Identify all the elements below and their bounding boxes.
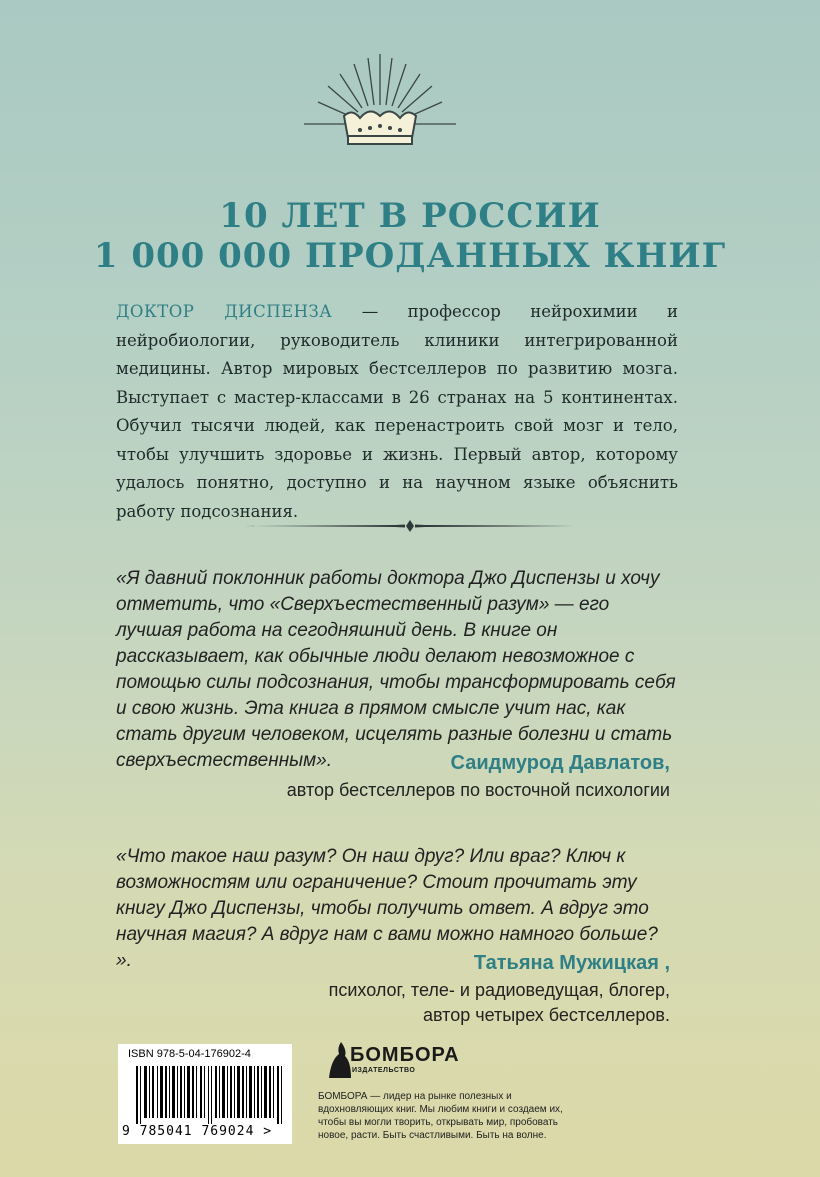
publisher-name: БОМБОРА xyxy=(350,1044,460,1066)
publisher-subtitle: ИЗДАТЕЛЬСТВО xyxy=(352,1067,416,1074)
review-quote-1: «Я давний поклонник работы доктора Джо Диспензы и хочу отметить, что «Сверхъестественный разум» — его лучшая работа на сегодняшний день. В книге он рассказывает, как обычные люди делают невозможное с помощью силы подсознания, чтобы трансформировать себя и свою жизнь. Эта книга в прямом смысле учит нас, как стать другим человеком, исцелять разные болезни и стать сверхъестественным». xyxy=(116,568,676,771)
author-name: ДОКТОР ДИСПЕНЗА xyxy=(116,302,333,321)
crown-ornament-icon xyxy=(300,50,460,160)
headline-line-2: 1 000 000 ПРОДАННЫХ КНИГ xyxy=(93,236,727,276)
divider-ornament-icon xyxy=(245,516,575,536)
reviewer-name-1: Саидмурод Давлатов, xyxy=(450,752,670,774)
publisher-description: БОМБОРА — лидер на рынке полезных и вдохновляющих книг. Мы любим книги и создаем их, чтобы вы могли творить, открывать мир, пробовать новое, расти. Быть счастливыми. Быть на волне. xyxy=(318,1091,563,1141)
author-bio xyxy=(116,298,678,526)
isbn-label: ISBN 978-5-04-176902-4 xyxy=(128,1048,251,1060)
barcode-bars xyxy=(136,1066,286,1124)
barcode-digits: 9 785041 769024 > xyxy=(122,1124,273,1139)
reviewer-role-1: автор бестселлеров по восточной психологии xyxy=(286,780,670,800)
review-quote-2: «Что такое наш разум? Он наш друг? Или враг? Ключ к возможностям или ограничение? Стоит прочитать эту книгу Джо Диспензы, чтобы получить ответ. А вдруг это научная магия? А вдруг нам с вами можно намного больше? ». xyxy=(116,846,658,971)
bio-text: — профессор нейрохимии и нейробиологии, руководитель клиники интегрированной медицины. Автор мировых бестселлеров по развитию мозга. Выступает с мастер-классами в 26 странах на 5 континентах. Обучил тысячи людей, как перенастроить свой мозг и тело, чтобы улучшить здоровье и жизнь. Первый автор, которому удалось понятно, доступно и на научном языке объяснить работу подсознания. xyxy=(116,302,678,521)
barcode xyxy=(118,1044,292,1144)
reviewer-name-2: Татьяна Мужицкая , xyxy=(473,952,670,974)
reviewer-role-2: психолог, теле- и радиоведущая, блогер, автор четырех бестселлеров. xyxy=(328,980,670,1025)
headline-line-1: 10 ЛЕТ В РОССИИ xyxy=(219,196,601,236)
